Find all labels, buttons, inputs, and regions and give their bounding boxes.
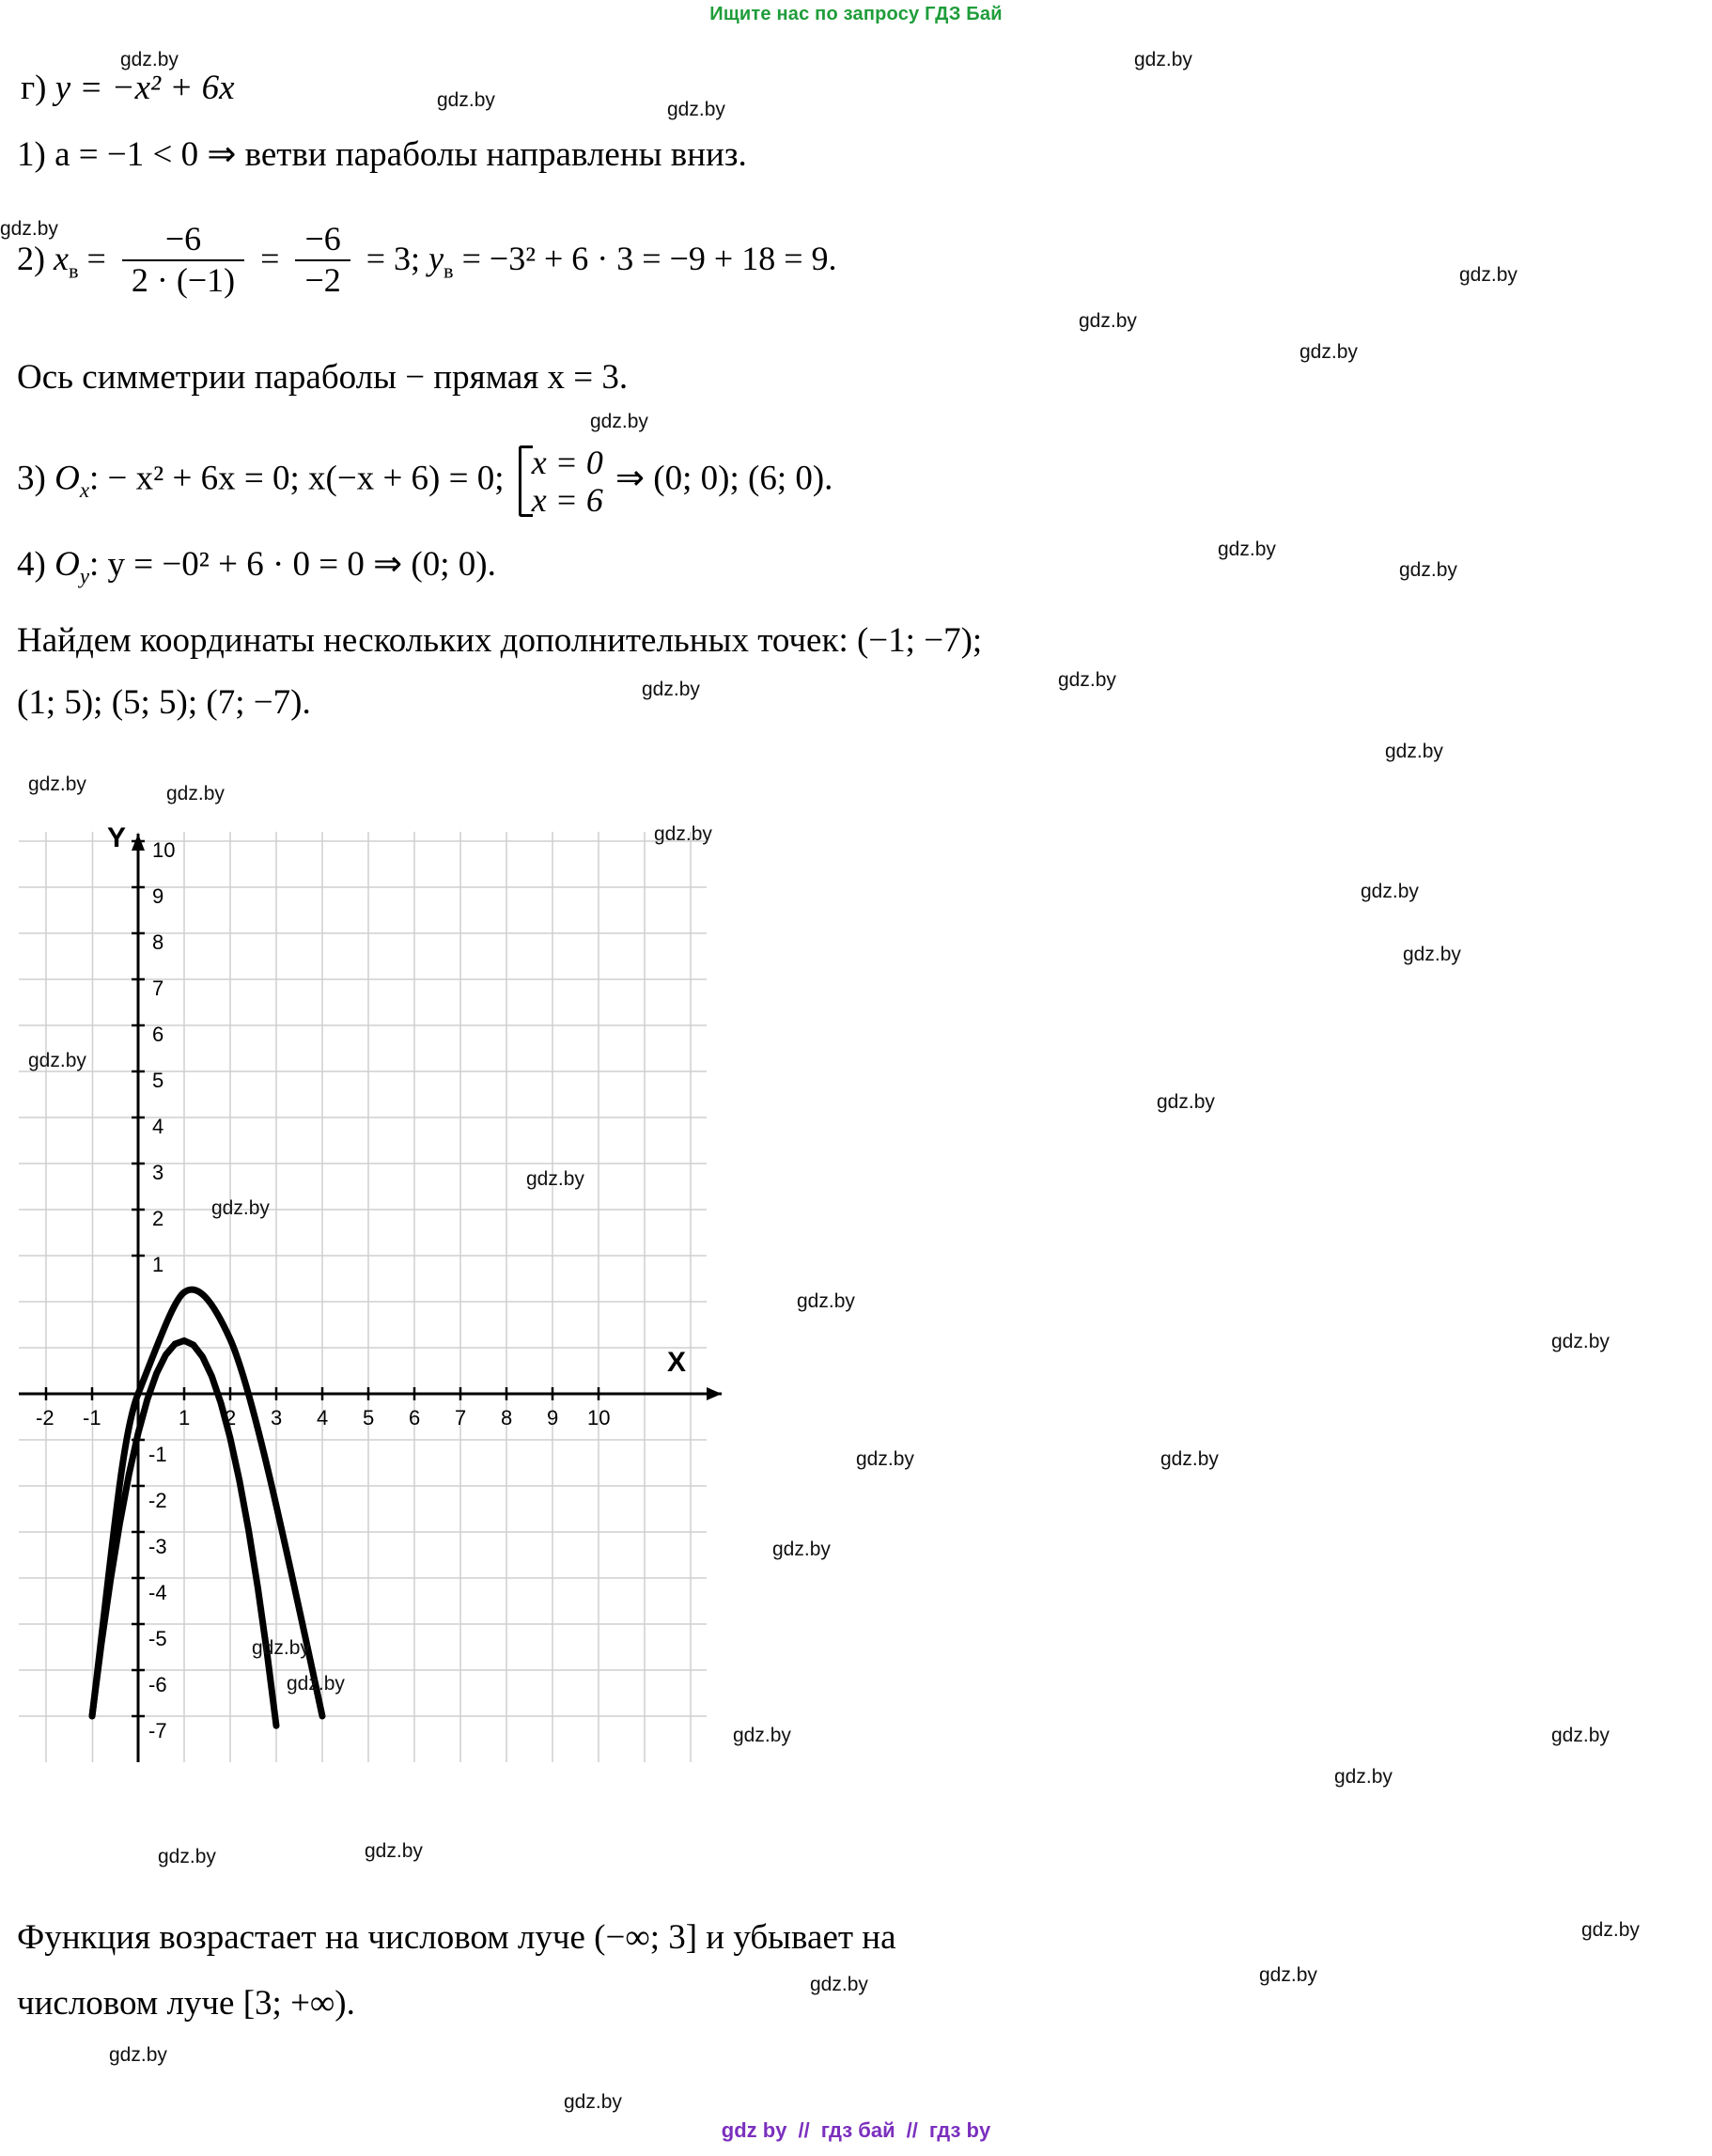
step2-tail: = 3; (366, 240, 421, 278)
svg-text:5: 5 (152, 1069, 164, 1092)
watermark-30: gdz.by (733, 1725, 791, 1746)
svg-text:9: 9 (152, 884, 164, 908)
watermark-0: gdz.by (120, 49, 179, 70)
step2-prefix: 2) (17, 240, 54, 278)
watermark-8: gdz.by (590, 411, 648, 432)
watermark-25: gdz.by (856, 1448, 914, 1470)
step3-prefix: 3) (17, 459, 55, 498)
watermark-28: gdz.by (252, 1637, 310, 1659)
watermark-18: gdz.by (1403, 944, 1461, 965)
step2-yv-expr: = −3² + 6 · 3 = −9 + 18 = 9. (461, 240, 837, 278)
solution-step1: 1) a = −1 < 0 ⇒ ветви параболы направлены вниз. (17, 135, 747, 174)
step2-xv: x (54, 240, 69, 278)
svg-text:5: 5 (363, 1406, 375, 1430)
conclusion-line-1: Функция возрастает на числовом луче (−∞; 3] и убывает на (17, 1918, 896, 1957)
svg-text:1: 1 (179, 1406, 191, 1430)
svg-text:-2: -2 (36, 1406, 54, 1430)
step3-ox-sub: x (79, 478, 89, 503)
watermark-26: gdz.by (1160, 1448, 1219, 1470)
step3-ox: O (54, 459, 80, 498)
watermark-34: gdz.by (365, 1840, 423, 1862)
watermark-1: gdz.by (1134, 49, 1192, 70)
watermark-15: gdz.by (166, 783, 225, 805)
watermark-6: gdz.by (1079, 310, 1137, 332)
svg-text:8: 8 (501, 1406, 513, 1430)
watermark-22: gdz.by (211, 1197, 270, 1219)
svg-text:3: 3 (152, 1161, 164, 1184)
solution-axis-line: Ось симметрии параболы − прямая x = 3. (17, 358, 629, 397)
svg-text:-5: -5 (148, 1627, 167, 1650)
step2-fraction-1 (122, 222, 244, 299)
svg-text:10: 10 (152, 838, 176, 862)
step2-xv-sub: в (68, 258, 79, 283)
watermark-39: gdz.by (564, 2091, 622, 2113)
svg-text:6: 6 (152, 1023, 164, 1046)
extra-points-line-1: Найдем координаты нескольких дополнительных точек: (−1; −7); (17, 621, 983, 660)
step2-frac1-den: 2 · (−1) (131, 260, 236, 299)
footer-part-4: гдз by (928, 2118, 991, 2142)
watermark-3: gdz.by (667, 99, 725, 120)
watermark-12: gdz.by (1058, 669, 1116, 691)
solution-step2: 2) $x_в$ = $\frac{-6}{2 \cdot (-1)}$ = $\frac{-6}{-2}$ = 3; $y_в = -3^2 + 6 \cdot 3 = -9 + 18 = 9$. (17, 220, 837, 299)
svg-text:7: 7 (455, 1406, 467, 1430)
watermark-20: gdz.by (1157, 1091, 1215, 1113)
solution-title-prefix: г) (21, 69, 55, 107)
y-axis-label: Y (107, 822, 127, 853)
step3-case-2: x = 6 (531, 481, 603, 520)
watermark-36: gdz.by (810, 1974, 868, 1995)
watermark-27: gdz.by (772, 1539, 831, 1560)
svg-text:8: 8 (152, 930, 164, 954)
watermark-13: gdz.by (1385, 741, 1443, 762)
watermark-4: gdz.by (0, 218, 58, 240)
top-banner: Ищите нас по запросу ГДЗ Бай (709, 4, 1003, 24)
solution-title (21, 68, 235, 108)
watermark-35: gdz.by (1581, 1919, 1640, 1941)
svg-text:4: 4 (152, 1115, 164, 1138)
watermark-23: gdz.by (797, 1290, 855, 1312)
solution-step3 (17, 444, 833, 519)
bottom-footer (0, 2118, 1712, 2143)
watermark-38: gdz.by (109, 2044, 167, 2066)
svg-text:-1: -1 (83, 1406, 101, 1430)
step2-yv-sub: в (444, 258, 454, 283)
footer-part-0: gdz by (721, 2118, 787, 2142)
svg-text:9: 9 (547, 1406, 559, 1430)
step3-tail: ⇒ (0; 0); (6; 0). (615, 459, 833, 498)
footer-part-1: // (798, 2118, 810, 2142)
watermark-16: gdz.by (654, 823, 712, 845)
svg-text:-6: -6 (148, 1673, 167, 1696)
svg-text:3: 3 (271, 1406, 283, 1430)
svg-text:10: 10 (587, 1406, 611, 1430)
step2-frac2-num: −6 (295, 222, 350, 261)
extra-points-line-2: (1; 5); (5; 5); (7; −7). (17, 683, 311, 722)
step4-body: : y = −0² + 6 · 0 = 0 ⇒ (0; 0). (89, 545, 496, 584)
footer-part-2: гдз бай (820, 2118, 895, 2142)
watermark-33: gdz.by (158, 1846, 216, 1867)
step3-cases (517, 444, 603, 519)
watermark-24: gdz.by (1551, 1331, 1610, 1352)
step2-frac1-num: −6 (122, 222, 244, 261)
watermark-11: gdz.by (642, 679, 700, 700)
svg-text:4: 4 (317, 1406, 329, 1430)
footer-part-3: // (906, 2118, 918, 2142)
svg-text:7: 7 (152, 976, 164, 1000)
graph-background (9, 813, 724, 1861)
svg-text:-2: -2 (148, 1489, 167, 1512)
parabola-graph (9, 813, 724, 1861)
solution-step4 (17, 543, 496, 588)
svg-text:2: 2 (225, 1406, 237, 1430)
svg-text:1: 1 (152, 1253, 164, 1276)
watermark-14: gdz.by (28, 773, 86, 795)
step4-oy: O (54, 545, 80, 584)
svg-text:-1: -1 (148, 1443, 167, 1466)
step2-frac2-den: −2 (304, 260, 341, 299)
step3-body: : − x² + 6x = 0; x(−x + 6) = 0; (89, 459, 505, 498)
watermark-5: gdz.by (1459, 264, 1517, 286)
svg-text:-7: -7 (148, 1719, 167, 1742)
watermark-29: gdz.by (287, 1673, 345, 1695)
conclusion-line-2: числовом луче [3; +∞). (17, 1984, 355, 2023)
step4-prefix: 4) (17, 545, 55, 584)
solution-title-expr: y = −x² + 6x (54, 69, 235, 107)
watermark-2: gdz.by (437, 89, 495, 111)
watermark-19: gdz.by (28, 1050, 86, 1071)
watermark-10: gdz.by (1399, 559, 1457, 581)
watermark-17: gdz.by (1361, 881, 1419, 902)
svg-text:2: 2 (152, 1207, 164, 1230)
svg-text:-4: -4 (148, 1581, 167, 1604)
graph-svg (9, 813, 724, 1861)
svg-text:6: 6 (409, 1406, 421, 1430)
x-axis-label: X (667, 1347, 687, 1378)
watermark-32: gdz.by (1334, 1766, 1393, 1788)
watermark-21: gdz.by (526, 1168, 584, 1190)
watermark-7: gdz.by (1300, 341, 1358, 363)
svg-text:-3: -3 (148, 1535, 167, 1558)
step2-fraction-2 (295, 222, 350, 299)
step3-case-1: x = 0 (531, 444, 603, 481)
watermark-9: gdz.by (1218, 539, 1276, 560)
watermark-31: gdz.by (1551, 1725, 1610, 1746)
watermark-37: gdz.by (1259, 1964, 1317, 1986)
step4-oy-sub: y (79, 564, 89, 588)
step2-yv: y (428, 240, 444, 278)
